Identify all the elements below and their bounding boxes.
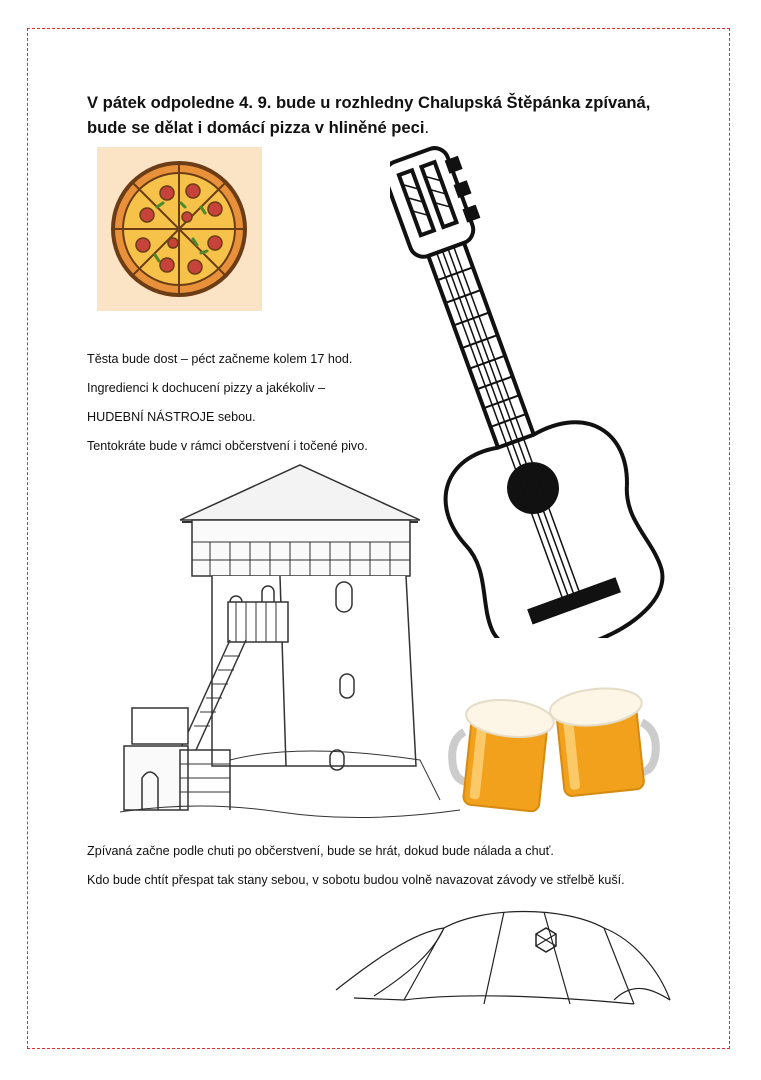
- paragraph-singing: Zpívaná začne podle chuti po občerstvení, bude se hrát, dokud bude nálada a chuť.: [87, 844, 554, 858]
- paragraph-ingredients: Ingredienci k dochucení pizzy a jakékoliv –: [87, 381, 326, 395]
- paragraph-camping: Kdo bude chtít přespat tak stany sebou, v sobotu budou volně navazovat závody ve střelbě kuší.: [87, 873, 625, 887]
- tent-icon: [334, 900, 674, 1010]
- paragraph-instruments: HUDEBNÍ NÁSTROJE sebou.: [87, 410, 256, 424]
- lookout-tower-icon: [120, 460, 480, 820]
- heading-period: .: [424, 118, 430, 137]
- pizza-icon: [97, 147, 262, 311]
- paragraph-dough: Těsta bude dost – péct začneme kolem 17 hod.: [87, 352, 353, 366]
- heading-text: V pátek odpoledne 4. 9. bude u rozhledny Chalupská Štěpánka zpívaná, bude se dělat i domácí pizza v hliněné peci: [87, 93, 651, 137]
- beer-mugs-icon: [448, 686, 660, 812]
- paragraph-beer: Tentokráte bude v rámci občerstvení i točené pivo.: [87, 439, 368, 453]
